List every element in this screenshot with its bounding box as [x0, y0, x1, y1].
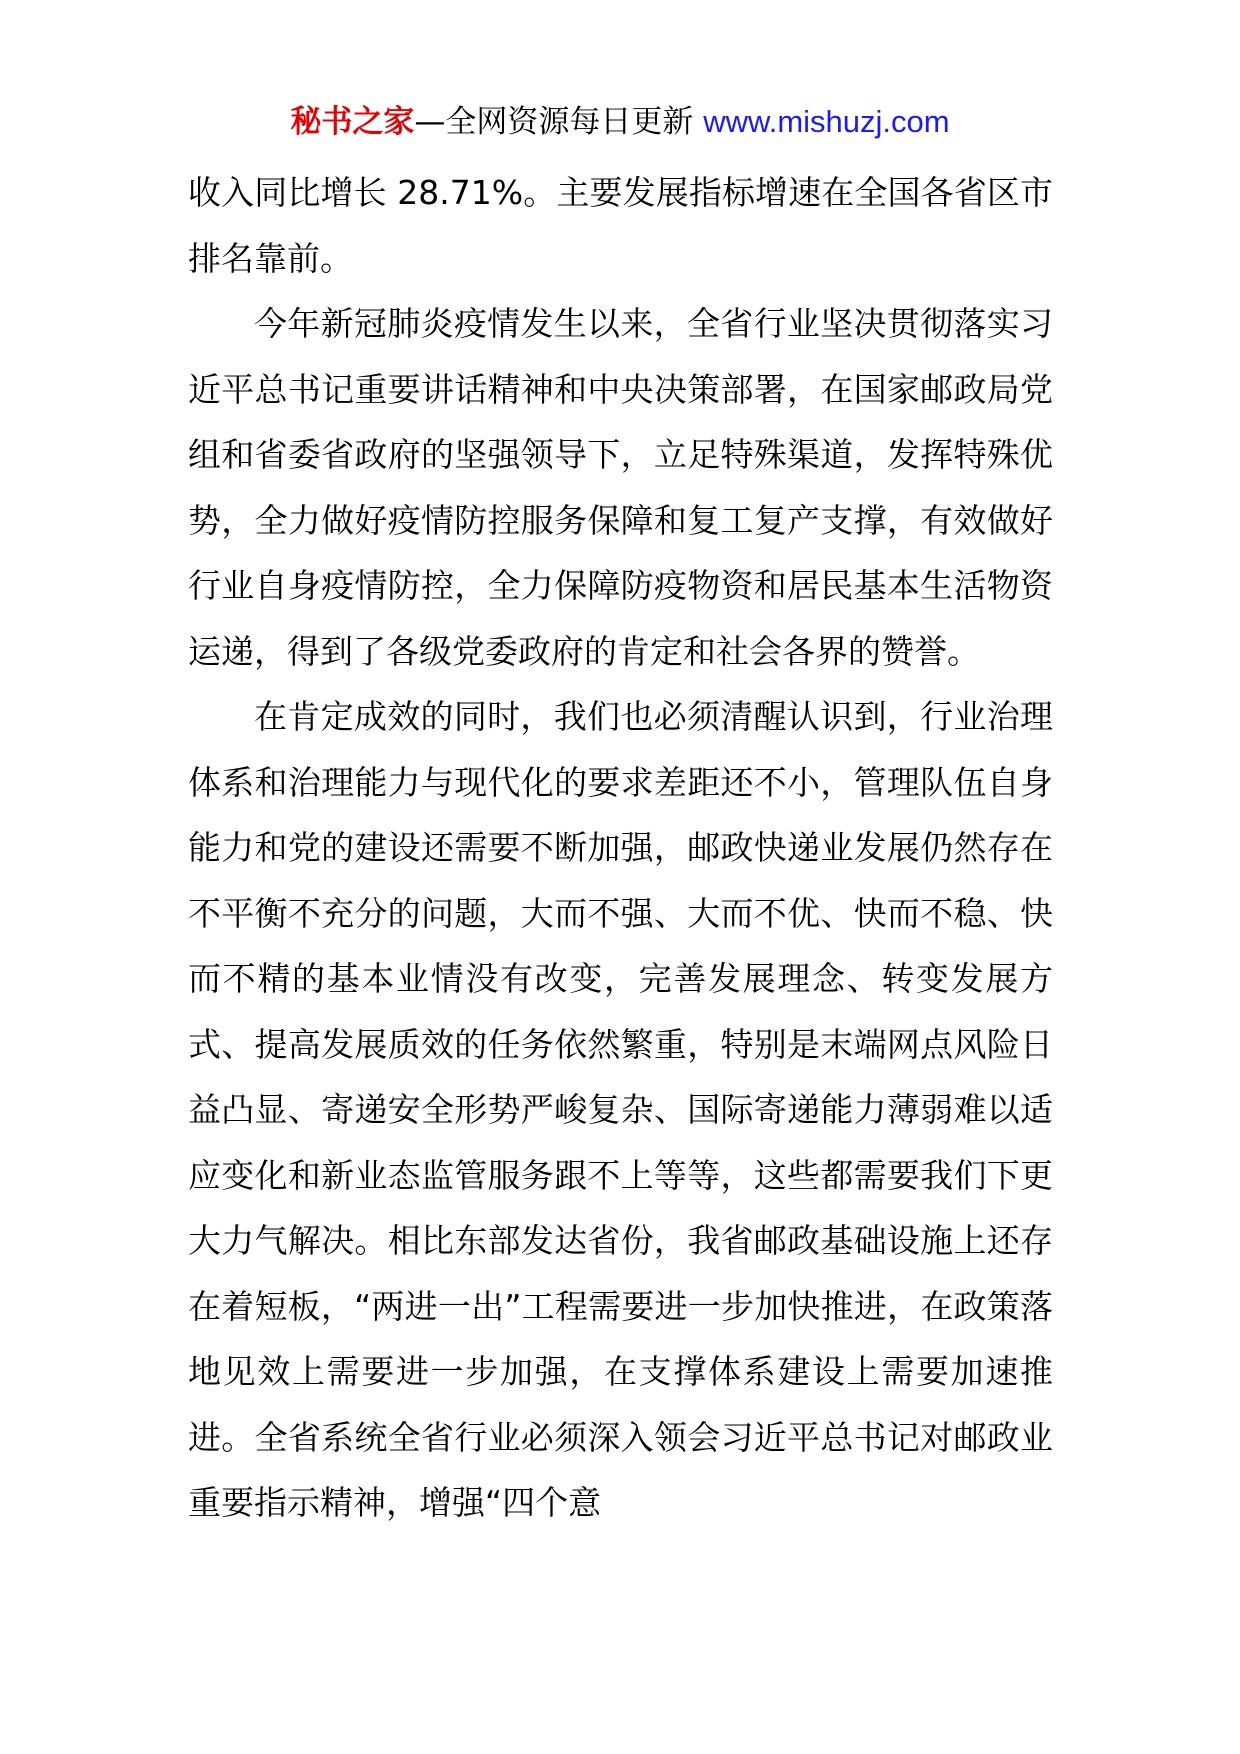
- header-slogan: —全网资源每日更新: [414, 104, 694, 140]
- site-url-link[interactable]: www.mishuzj.com: [703, 104, 950, 139]
- brand-name: 秘书之家: [290, 104, 415, 140]
- document-body: [188, 160, 1053, 1536]
- paragraph: 今年新冠肺炎疫情发生以来，全省行业坚决贯彻落实习近平总书记重要讲话精神和中央决策部署，在国家邮政局党组和省委省政府的坚强领导下，立足特殊渠道，发挥特殊优势，全力做好疫情防控服务保障和复工复产支撑，有效做好行业自身疫情防控，全力保障防疫物资和居民基本生活物资运递，得到了各级党委政府的肯定和社会各界的赞誉。: [188, 304, 1053, 671]
- paragraph: 在肯定成效的同时，我们也必须清醒认识到，行业治理体系和治理能力与现代化的要求差距还不小，管理队伍自身能力和党的建设还需要不断加强，邮政快递业发展仍然存在不平衡不充分的问题，大而不强、大而不优、快而不稳、快而不精的基本业情没有改变，完善发展理念、转变发展方式、提高发展质效的任务依然繁重，特别是末端网点风险日益凸显、寄递安全形势严峻复杂、国际寄递能力薄弱难以适应变化和新业态监管服务跟不上等等，这些都需要我们下更大力气解决。相比东部发达省份，我省邮政基础设施上还存在着短板，“两进一出”工程需要进一步加快推进，在政策落地见效上需要进一步加强，在支撑体系建设上需要加速推进。全省系统全省行业必须深入领会习近平总书记对邮政业重要指示精神，增强“四个意: [188, 697, 1053, 1522]
- paragraph-continued: 收入同比增长 28.71%。主要发展指标增速在全国各省区市排名靠前。: [188, 173, 1053, 278]
- site-header: [0, 98, 1240, 146]
